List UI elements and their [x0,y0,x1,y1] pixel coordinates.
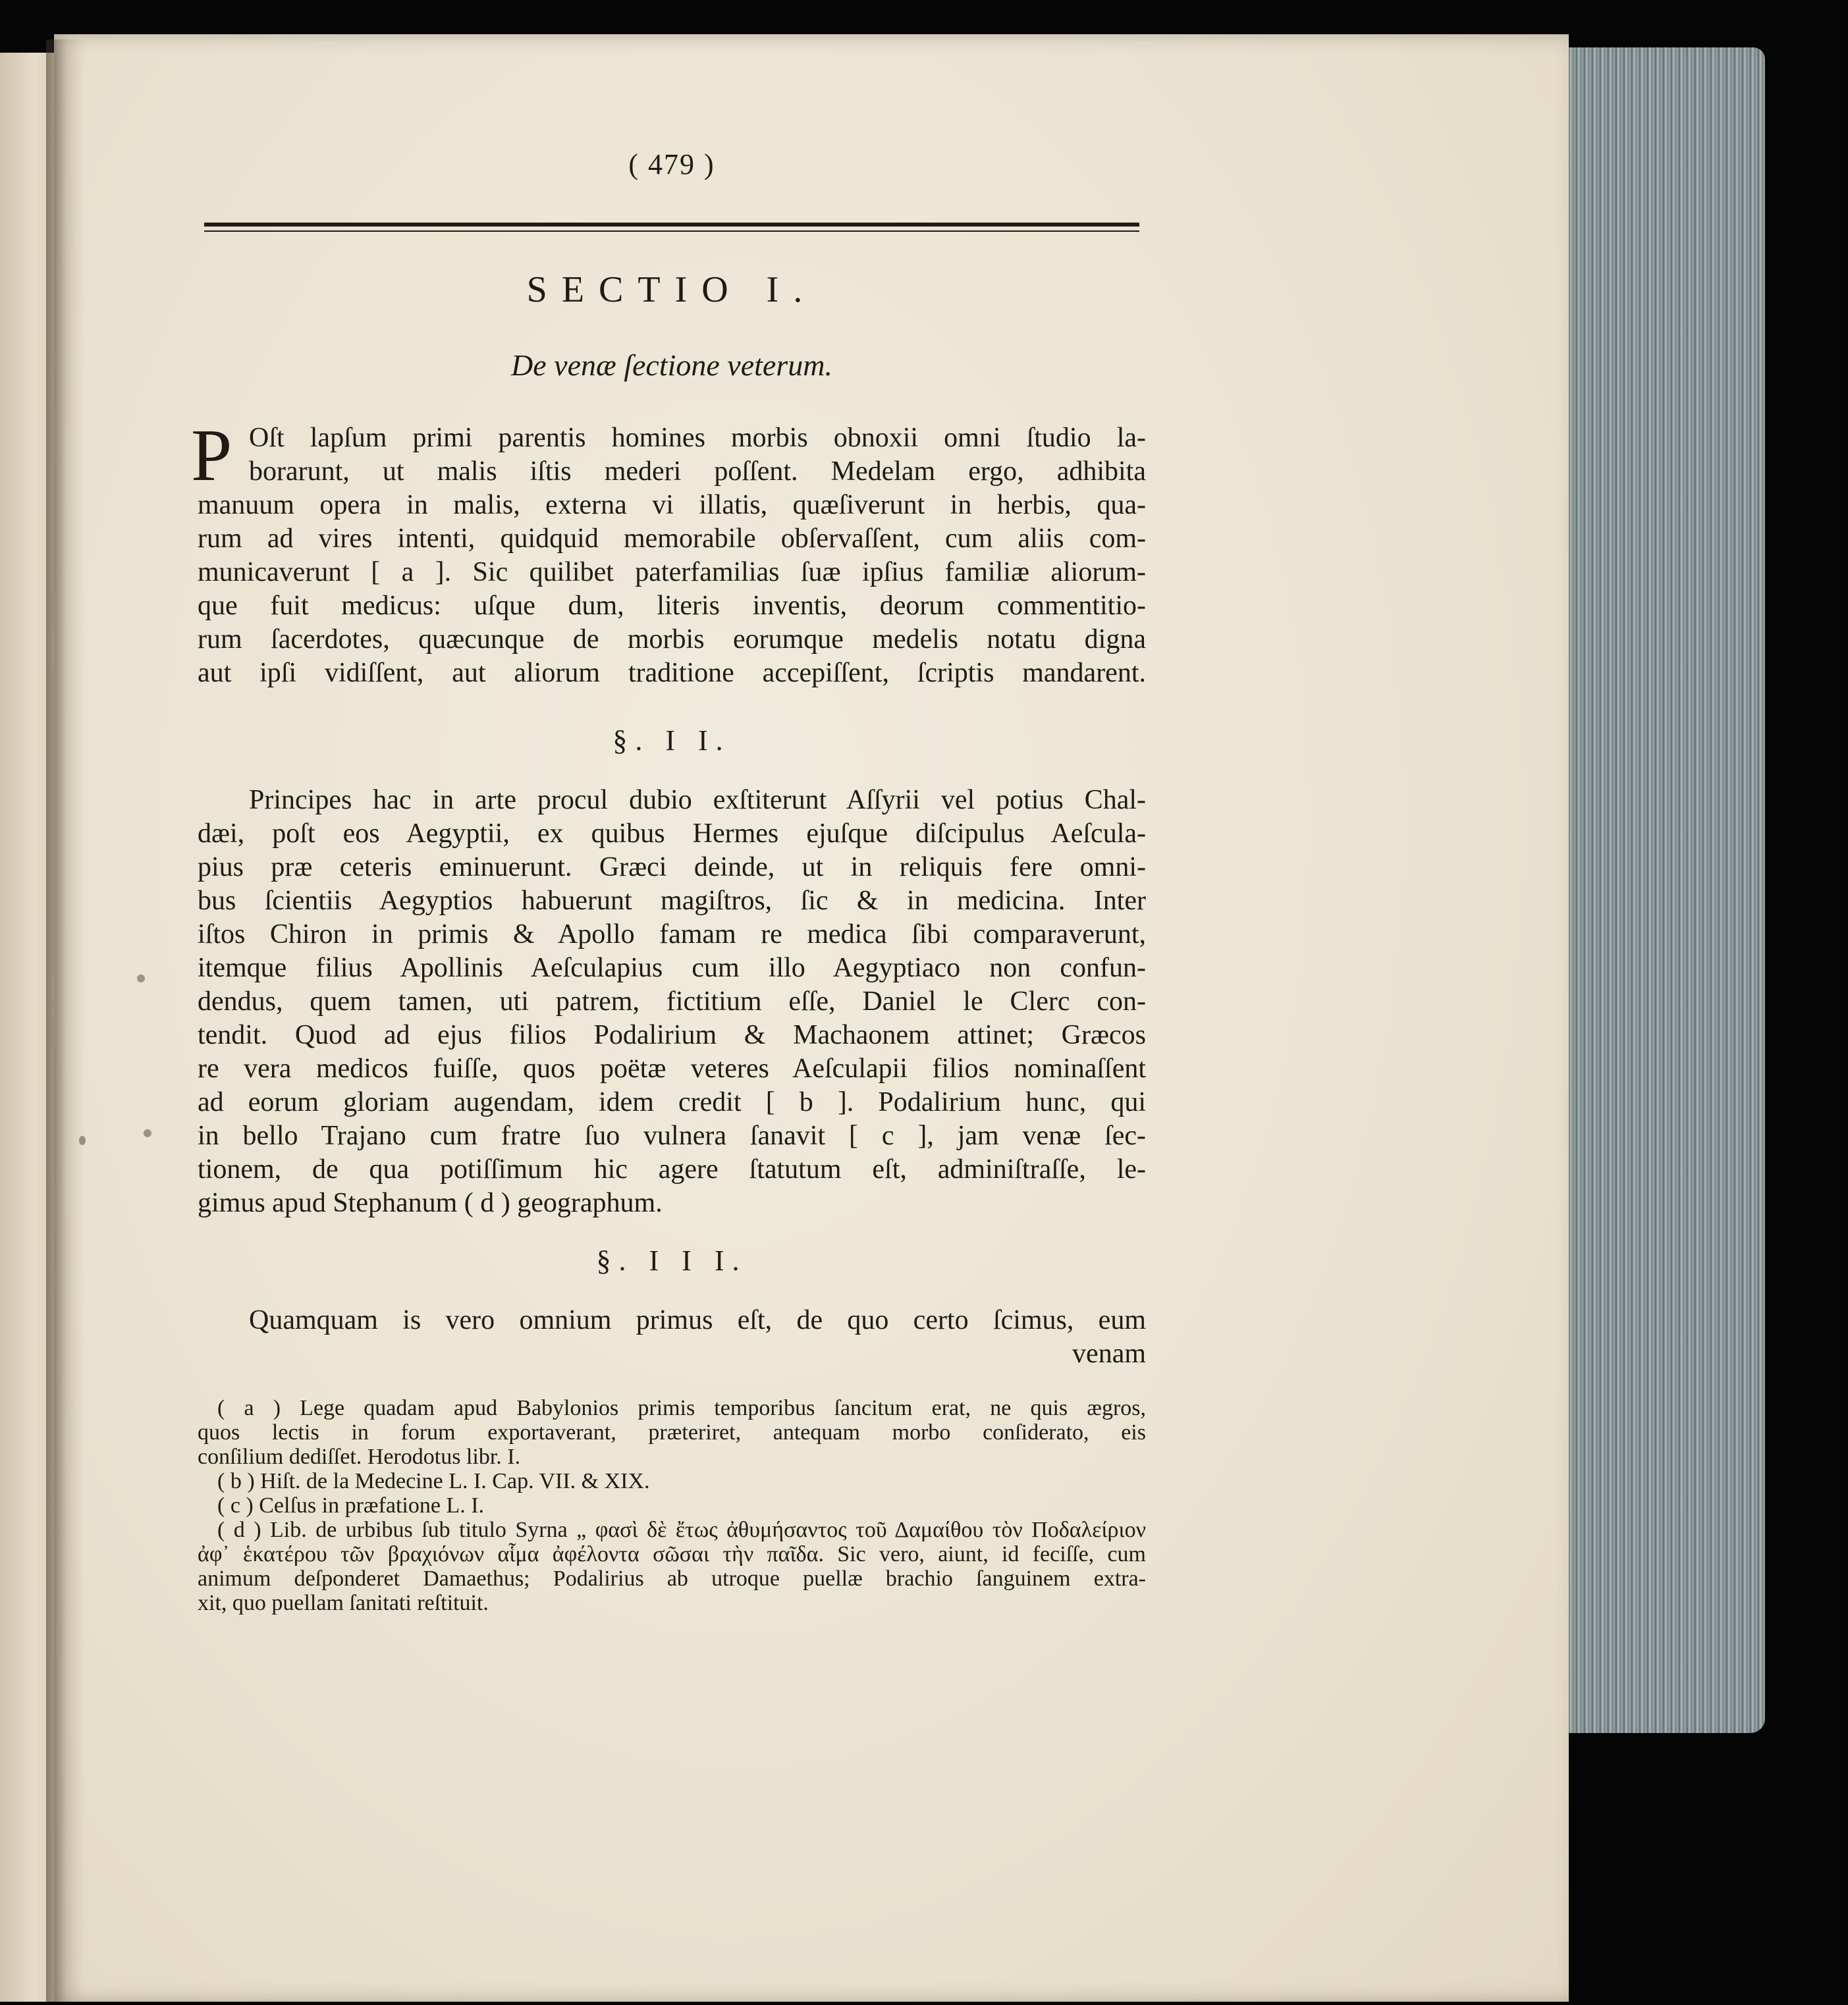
text-line: bus ſcientiis Aegyptios habuerunt magiſtros, ſic & in medicina. Inter [198,886,1146,916]
text-line: dæi, poſt eos Aegyptii, ex quibus Hermes ejuſque diſcipulus Aeſcula- [198,818,1146,849]
section-title: SECTIO I. [526,269,817,310]
text-line: itemque filius Apollinis Aeſculapius cum illo Aegyptiaco non confun- [198,953,1146,983]
drop-cap: P [191,415,232,496]
header-rule [204,223,1139,232]
text-line: borarunt, ut malis iſtis mederi poſſent. Medelam ergo, adhibita [249,456,1146,487]
gutter-shadow [46,40,86,2002]
paragraph-section-2 [198,784,1146,1220]
text-line: municaverunt [ a ]. Sic quilibet paterfamilias ſuæ ipſius familiæ aliorum- [198,557,1146,587]
text-line: iſtos Chiron in primis & Apollo famam re medica ſibi comparaverunt, [198,919,1146,949]
book-fore-edge [1541,47,1765,1733]
footnotes [198,1396,1146,1615]
page-number: ( 479 ) [628,148,715,180]
text-line: que fuit medicus: uſque dum, literis inventis, deorum commentitio- [198,591,1146,621]
paper-spot [144,1129,151,1137]
text-line: Oſt lapſum primi parentis homines morbis obnoxii omni ſtudio la- [249,423,1146,453]
text-line: tendit. Quod ad ejus filios Podalirium & Machaonem attinet; Græcos [198,1020,1146,1050]
footnote-line: xit, quo puellam ſanitati reſtituit. [198,1591,489,1615]
text-line: rum ad vires intenti, quidquid memorabile obſervaſſent, cum aliis com- [198,523,1146,554]
paper-spot [137,975,145,982]
footnote-line: animum deſponderet Damaethus; Podalirius ab utroque puellæ brachio ſanguinem extra- [198,1566,1146,1591]
paragraph-section-3 [198,1304,1146,1371]
text-line: aut ipſi vidiſſent, aut aliorum traditione accepiſſent, ſcriptis mandarent. [198,658,1146,688]
footnote-line: ( c ) Celſus in præfatione L. I. [217,1493,485,1518]
paper-spot [79,1136,86,1145]
footnote-line: quos lectis in forum exportaverant, præteriret, antequam morbo conſiderato, eis [198,1420,1146,1445]
footnote-line: conſilium dediſſet. Herodotus libr. I. [198,1445,521,1469]
paragraph-section-1 [191,415,1146,690]
footnote-line: ( d ) Lib. de urbibus ſub titulo Syrna „ φασὶ δὲ ἔτως ἀθυμήσαντος τοῦ Δαμαίθου τὸν Ποδαλείριον [217,1518,1146,1542]
text-line: rum ſacerdotes, quæcunque de morbis eorumque medelis notatu digna [198,624,1146,655]
text-line: dendus, quem tamen, uti patrem, fictitium eſſe, Daniel le Clerc con- [198,986,1146,1017]
text-line: re vera medicos fuiſſe, quos poëtæ veteres Aeſculapii filios nominaſſent [198,1054,1146,1084]
footnote-line: ἀφ᾽ ἑκατέρου τῶν βραχιόνων αἷμα ἀφέλοντα σῶσαι τὴν παῖδα. Sic vero, aiunt, id feciſſe, cum [198,1542,1146,1566]
section-heading-3: §. I I I. [596,1244,747,1277]
footnote-line: ( b ) Hiſt. de la Medecine L. I. Cap. VII. & XIX. [217,1469,650,1493]
text-line: Principes hac in arte procul dubio exſtiterunt Aſſyrii vel potius Chal- [249,785,1146,815]
text-line: ad eorum gloriam augendam, idem credit [ b ]. Podalirium hunc, qui [198,1087,1146,1117]
text-line: gimus apud Stephanum ( d ) geographum. [198,1188,663,1218]
catchword: venam [1072,1339,1146,1369]
text-line: tionem, de qua potiſſimum hic agere ſtatutum eſt, adminiſtraſſe, le- [198,1154,1146,1185]
text-line: manuum opera in malis, externa vi illatis, quæſiverunt in herbis, qua- [198,490,1146,520]
text-line: Quamquam is vero omnium primus eſt, de quo certo ſcimus, eum [249,1305,1146,1335]
section-heading-2: §. I I. [612,724,731,757]
section-subtitle: De venæ ſectione veterum. [511,348,832,382]
footnote-line: ( a ) Lege quadam apud Babylonios primis temporibus ſancitum erat, ne quis ægros, [217,1396,1146,1420]
text-line: in bello Trajano cum fratre ſuo vulnera ſanavit [ c ], jam venæ ſec- [198,1121,1146,1151]
text-line: pius præ ceteris eminuerunt. Græci deinde, ut in reliquis fere omni- [198,852,1146,882]
